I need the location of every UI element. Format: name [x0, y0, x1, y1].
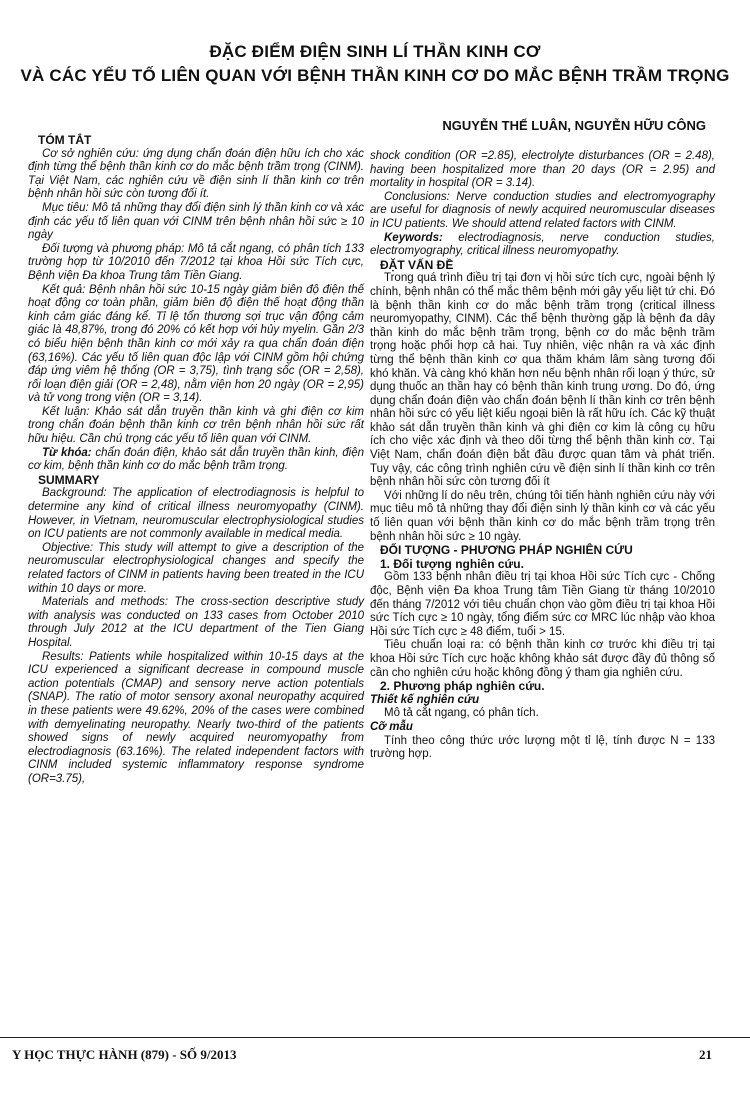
- body-paragraph: Với những lí do nêu trên, chúng tôi tiến hành nghiên cứu này với mục tiêu mô tả những thay đổi điện sinh lý thần kinh cơ và các yếu tố liên quan với bệnh thần kinh cơ do mắc bệnh trầm trọng trên bệnh nhân hồi sức ≥ 10 ngày.: [370, 489, 715, 543]
- authors: NGUYỄN THẾ LUÂN, NGUYỄN HỮU CÔNG: [442, 118, 706, 133]
- journal-footer: Y HỌC THỰC HÀNH (879) - SỐ 9/2013: [12, 1047, 237, 1062]
- keywords-paragraph: [370, 232, 715, 259]
- conclusions-paragraph: Conclusions: Nerve conduction studies and electromyography are useful for diagnosis of newly acquired neuromuscular diseases in ICU patients. We should attend related factors with CINM.: [370, 190, 715, 230]
- page-number: 21: [699, 1047, 712, 1062]
- keywords-text: electrodiagnosis, nerve conduction studies, electromyography, critical illness neuromyopathy.: [370, 231, 715, 258]
- subsection-heading: 1. Đối tượng nghiên cứu.: [380, 556, 524, 571]
- body-paragraph: Gồm 133 bệnh nhân điều trị tại khoa Hồi sức Tích cực - Chống độc, Bệnh viện Đa khoa Trung tâm Tiền Giang từ tháng 10/2010 đến tháng 7/2012 với tiêu chuẩn chọn vào gồm điều trị tại khoa Hồi sức Tích cực ≥ 10 ngày, tổng điểm sức cơ MRC lúc nhập vào khoa Hồi sức Tích cực ≥ 48 điểm, tuổi > 15.: [370, 571, 715, 638]
- article-title-line-1: ĐẶC ĐIỂM ĐIỆN SINH LÍ THẦN KINH CƠ: [209, 42, 541, 61]
- section-heading: ĐỐI TƯỢNG - PHƯƠNG PHÁP NGHIÊN CỨU: [380, 543, 633, 558]
- subsection-heading: 2. Phương pháp nghiên cứu.: [380, 679, 545, 694]
- tomtat-heading: TÓM TẮT: [38, 133, 92, 147]
- body-paragraph: Tính theo công thức ước lượng một tỉ lệ, tính được N = 133 trường hợp.: [370, 734, 715, 761]
- summary-paragraph: Background: The application of electrodiagnosis is helpful to determine any kind of critical illness neuromyopathy (CINM). However, in Vietnam, neuromuscular electrophysiological studies on ICU patients are not commonly available in medical media.: [28, 487, 364, 541]
- body-paragraph: Tiêu chuẩn loại ra: có bệnh thần kinh cơ trước khi điều trị tại khoa Hồi sức Tích cực hoặc không khảo sát được đầy đủ thông số cần cho nghiên cứu hoặc không đồng ý tham gia nghiên cứu.: [370, 639, 715, 679]
- left-column: [28, 134, 364, 787]
- footer-divider: [0, 1037, 750, 1038]
- right-column: [370, 150, 715, 762]
- tukhoa-label: Từ khóa:: [42, 446, 92, 459]
- tomtat-paragraph: Đối tượng và phương pháp: Mô tả cắt ngang, có phân tích 133 trường hợp từ 10/2010 đến 7/2012 tại khoa Hồi sức Tích cực, Bệnh viện Đa khoa Trung tâm Tiền Giang.: [28, 242, 364, 282]
- tomtat-paragraph: Kết quả: Bệnh nhân hồi sức 10-15 ngày giảm biên độ điện thế hoạt động cơ toàn phần, giảm biên độ điện thế hoạt động thần kinh cảm giác đáng kể. Tỉ lệ tổn thương sợi trục vận động cảm giác là 48,87%, trong đó 20% có kết hợp với hủy myelin. Gần 2/3 có biểu hiện bệnh thần kinh cơ mới xảy ra qua chẩn đoán điện (63,16%). Các yếu tố liên quan độc lập với CINM gồm hội chứng đáp ứng viêm hệ thống (OR = 3,75), tình trạng sốc (OR = 2,58), rối loạn điện giải (OR = 2,48), nằm viện hơn 20 ngày (OR = 2,95) và tử vong trong viện (OR = 3,14).: [28, 283, 364, 405]
- tukhoa-text: chẩn đoán điện, khảo sát dẫn truyền thần kinh, điện cơ kim, bệnh thần kinh cơ do mắc bệnh trầm trọng.: [28, 446, 364, 473]
- summary-paragraph: Results: Patients while hospitalized within 10-15 days at the ICU experienced a significant decrease in compound muscle action potentials (CMAP) and sensory nerve action potentials (SNAP). The ratio of motor sensory axonal neuropathy acquired in these patients were 49.62%, 20% of the cases were combined with demyelinating neuropathy. Nearly two-third of the patients showed signs of newly acquired neuromyopathy from electrodiagnosis (63.16%). The related independent factors with CINM included systemic inflammatory response syndrome (OR=3.75),: [28, 650, 364, 785]
- tomtat-paragraph: Mục tiêu: Mô tả những thay đổi điện sinh lý thần kinh cơ và xác định các yếu tố liên quan với CINM trên bệnh nhân hồi sức ≥ 10 ngày: [28, 201, 364, 242]
- keywords-label: Keywords:: [384, 231, 443, 244]
- design-heading: Thiết kế nghiên cứu: [370, 693, 480, 706]
- sample-size-heading: Cỡ mẫu: [370, 720, 413, 733]
- summary-paragraph: Objective: This study will attempt to give a description of the neuromuscular electrophysiological changes and specify the related factors of CINM in patients having been treated in the ICU within 10 days or more.: [28, 541, 364, 595]
- body-paragraph: Trong quá trình điều trị tại đơn vị hồi sức tích cực, ngoài bệnh lý chính, bệnh nhân có thể mắc thêm bệnh mới gây yếu liệt tứ chi. Đó là bệnh thần kinh cơ do mắc bệnh trầm trọng (critical illness neuromyopathy, CINM). Các thể bệnh thường gặp là bệnh đa dây thần kinh do mắc bệnh trầm trọng, bệnh cơ do mắc bệnh trầm trọng hoặc phối hợp cả hai. Tuy nhiên, việc nhận ra và xác định từng thể bệnh thần kinh cơ qua thăm khám lâm sàng tương đối khó khăn. Và càng khó khăn hơn nếu bệnh nhân rối loạn ý thức, sử dụng thuốc an thần hay có bệnh thần kinh trung ương. Do đó, ứng dụng chẩn đoán điện vào chẩn đoán bệnh lí thần kinh cơ trên bệnh nhân hồi sức có yếu liệt kiểu ngoại biên là rất hữu ích. Các kỹ thuật khảo sát dẫn truyền thần kinh và ghi điện cơ kim là công cụ hữu ích cho việc xác định và theo dõi từng thể bệnh thần kinh cơ. Tại Việt Nam, chẩn đoán điện bắt đầu được quan tâm và phát triển. Tuy vậy, các công trình nghiên cứu về điện sinh lí thần kinh cơ trên bệnh nhân hồi sức còn tương đối ít: [370, 272, 715, 489]
- summary-continued: shock condition (OR =2.85), electrolyte disturbances (OR = 2.48), having been hospitalized more than 20 days (OR = 2.95) and mortality in hospital (OR = 3.14).: [370, 150, 715, 190]
- tomtat-paragraph: Kết luận: Khảo sát dẫn truyền thần kinh và ghi điện cơ kim trong chẩn đoán bệnh thần kinh cơ trên bệnh nhân hồi sức rất hữu hiệu. Cần chú trọng các yếu tố liên quan với CINM.: [28, 405, 364, 446]
- tukhoa-paragraph: [28, 447, 364, 474]
- tomtat-paragraph: Cơ sở nghiên cứu: ứng dụng chẩn đoán điện hữu ích cho xác định từng thể bệnh thần kinh cơ do mắc bệnh trầm trọng (CINM). Tại Việt Nam, các nghiên cứu về điện sinh lí thần kinh cơ trên bệnh nhân hồi sức còn tương đối ít.: [28, 147, 364, 201]
- summary-heading: SUMMARY: [38, 472, 100, 487]
- summary-paragraph: Materials and methods: The cross-section descriptive study with analysis was conducted on 133 cases from October 2010 through July 2012 at the ICU department of the Tien Giang Hospital.: [28, 596, 364, 649]
- body-paragraph: Mô tả cắt ngang, có phân tích.: [384, 707, 539, 720]
- datvande-heading: ĐẶT VẤN ĐỀ: [380, 257, 454, 272]
- article-title-line-2: VÀ CÁC YẾU TỐ LIÊN QUAN VỚI BỆNH THẦN KINH CƠ DO MẮC BỆNH TRẦM TRỌNG: [20, 66, 730, 85]
